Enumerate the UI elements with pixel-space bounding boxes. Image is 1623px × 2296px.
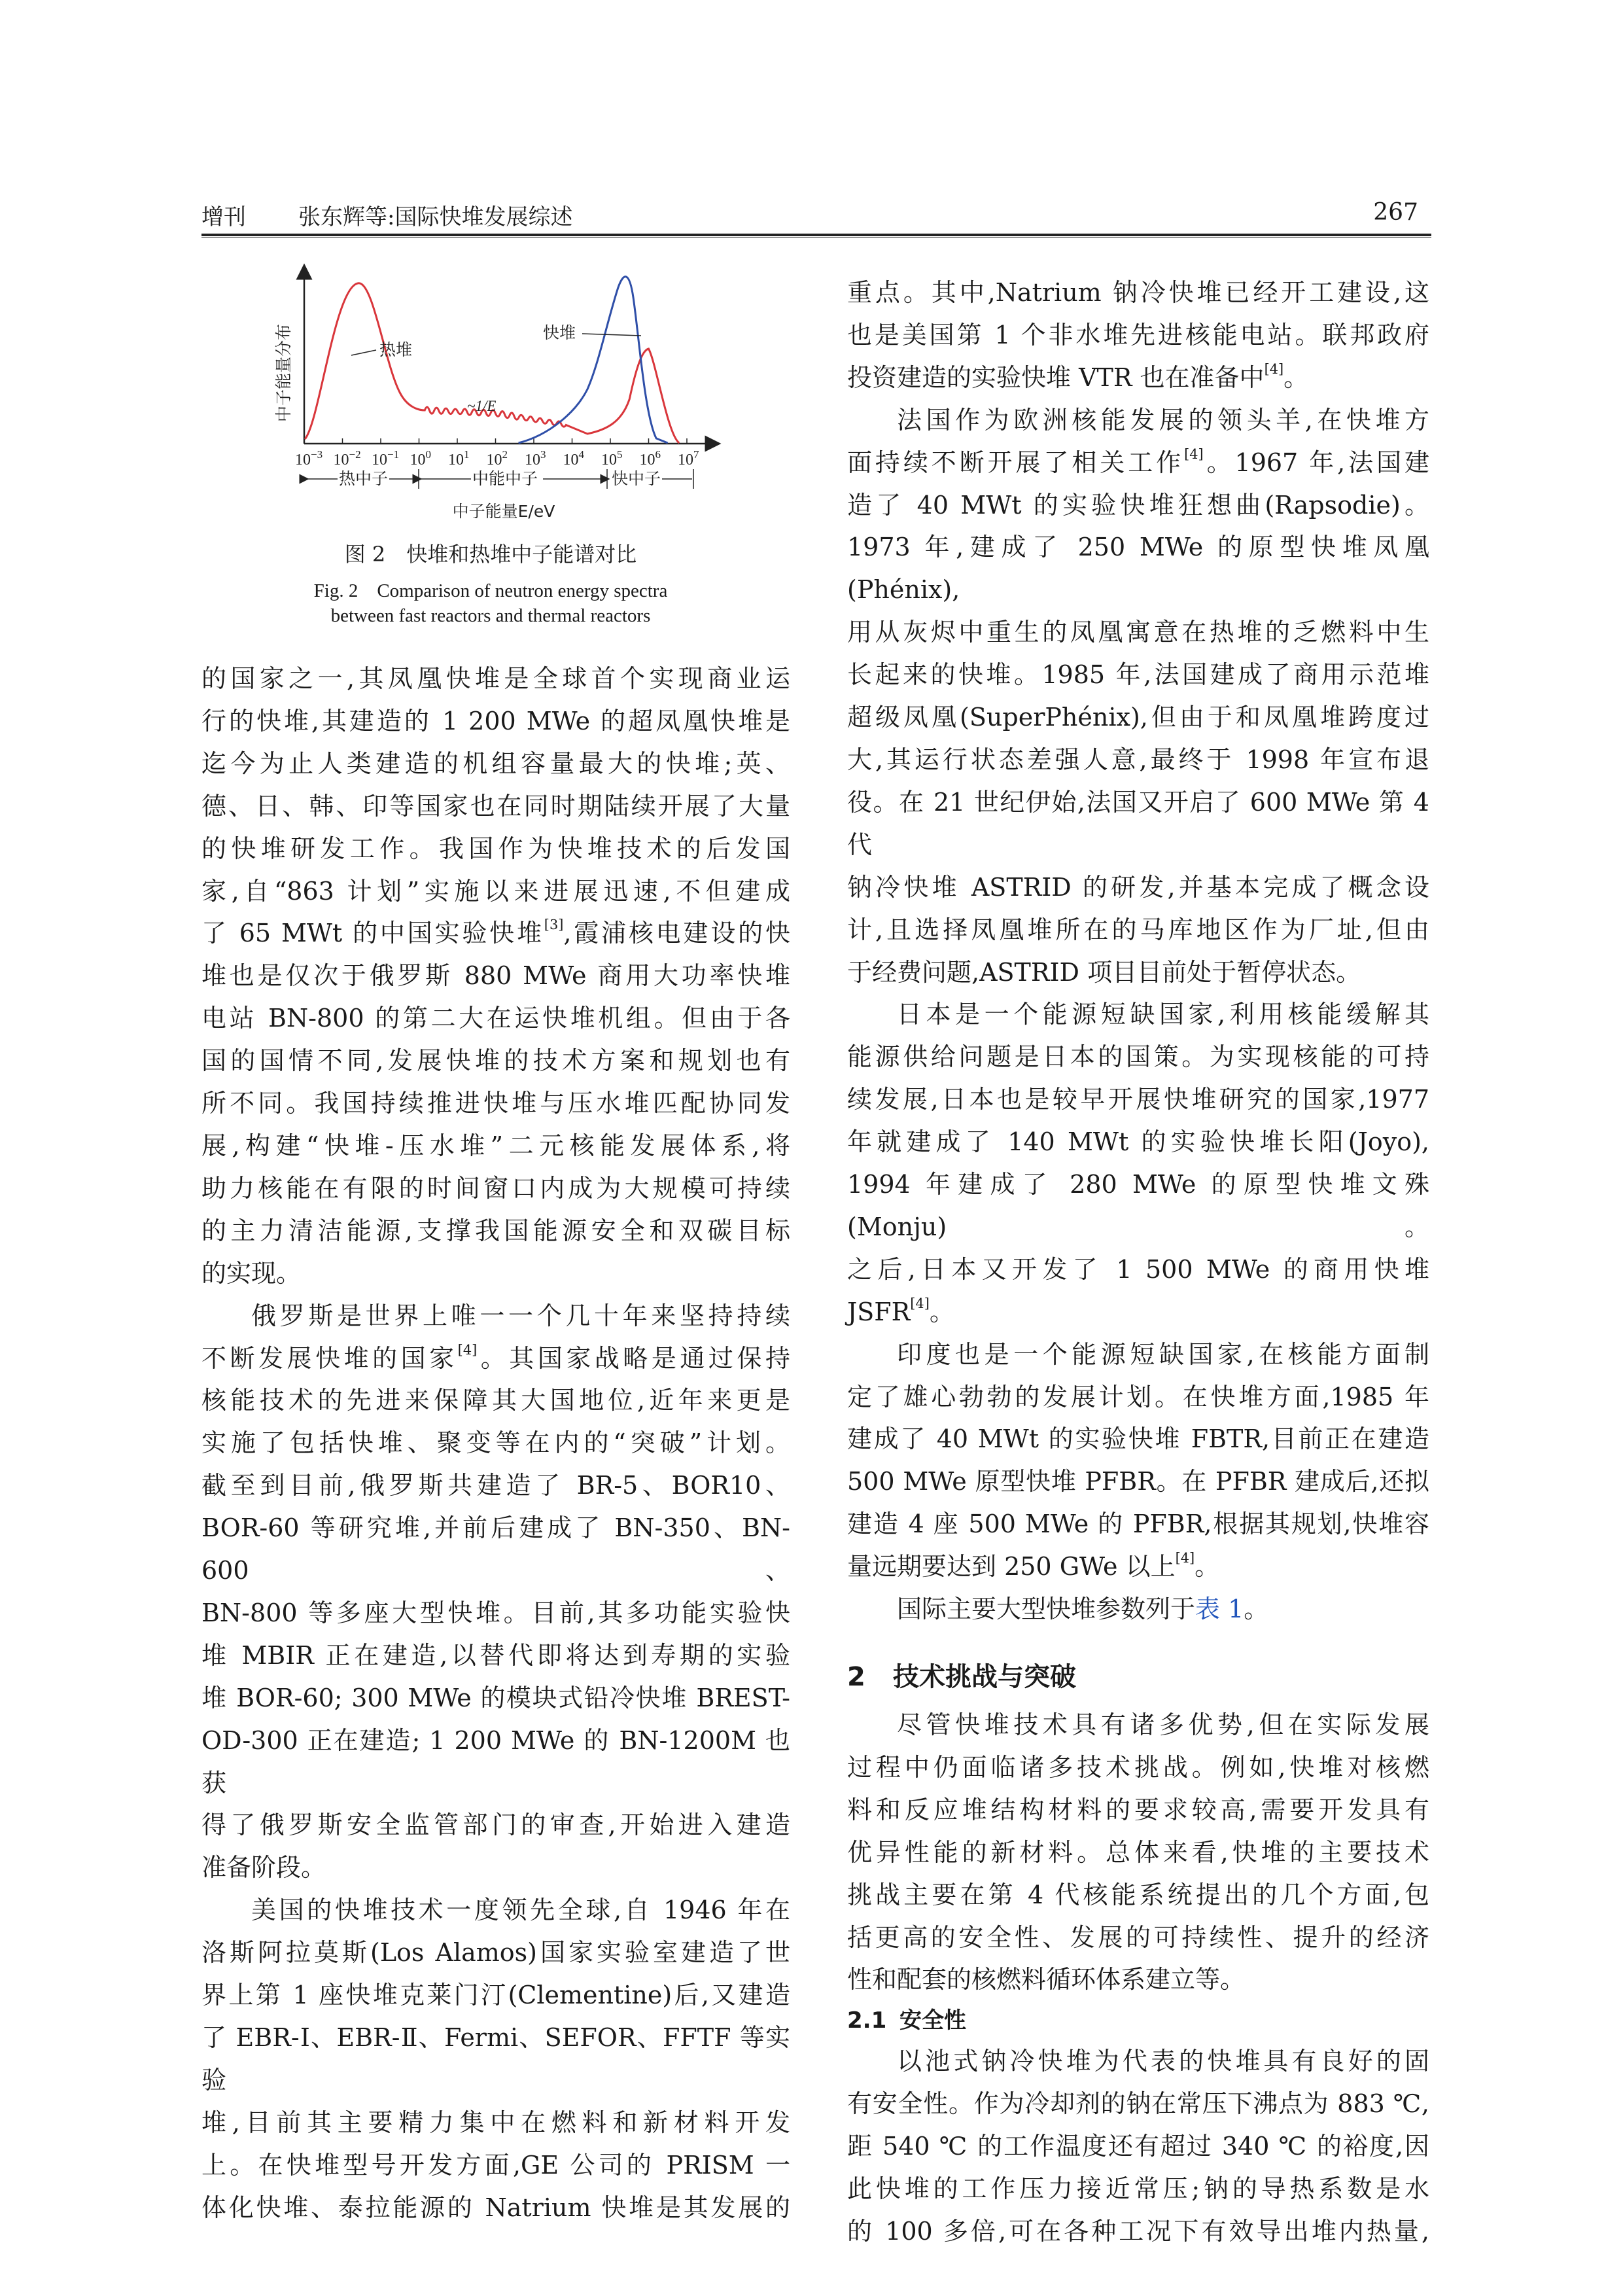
text-line: 准备阶段。 (201, 1853, 326, 1882)
fast-label: 快堆 (543, 323, 576, 342)
region-thermal-label: 热中子 (339, 469, 389, 488)
text-line: 了 65 MWt 的中国实验快堆 (201, 919, 544, 948)
tick-labels (295, 448, 699, 468)
section-title: 技术挑战与突破 (893, 1662, 1076, 1692)
text-line: 挑战主要在第 4 代核能系统提出的几个方面,包 (847, 1880, 1429, 1909)
section-heading-2 (847, 1650, 1429, 1704)
text-line: 堆 MBIR 正在建造,以替代即将达到寿期的实验 (201, 1640, 790, 1670)
text-line: 投资建造的实验快堆 VTR 也在准备中 (847, 362, 1265, 392)
text-line: 堆,目前其主要精力集中在燃料和新材料开发 (201, 2108, 790, 2137)
x-tick-label: $10^3$ (525, 448, 546, 468)
region-mid (421, 469, 607, 489)
x-tick-label: $10^2$ (486, 448, 508, 468)
text-line: 核能技术的先进来保障其大国地位,近年来更是 (201, 1386, 790, 1415)
x-tick-label: $10^{-1}$ (372, 448, 400, 468)
subsection-heading-2-1 (847, 2001, 1429, 2040)
text-line: 过程中仍面临诸多技术挑战。例如,快堆对核燃 (847, 1752, 1429, 1782)
text-line: 量远期要达到 250 GWe 以上 (847, 1552, 1176, 1581)
text-line: 展,构建“快堆-压水堆”二元核能发展体系,将 (201, 1131, 790, 1160)
text-line: 重点。其中,Natrium 钠冷快堆已经开工建设,这 (847, 278, 1429, 307)
region-thermal (304, 469, 419, 489)
text-line: 计,且选择凤凰堆所在的马库地区作为厂址,但由 (847, 915, 1429, 944)
region-mid-label: 中能中子 (472, 469, 538, 488)
citation-4[interactable]: [4] (1175, 1550, 1195, 1566)
text-line: 。其国家战略是通过保持 (477, 1343, 790, 1373)
thermal-label: 热堆 (379, 340, 413, 359)
paragraph-end-line (847, 1248, 1429, 1333)
text-line: 家,自“863 计划”实施以来进展迅速,不但建成 (201, 876, 790, 906)
paragraph-india (847, 1333, 1429, 1546)
citation-4[interactable]: [4] (910, 1295, 930, 1311)
paragraph-challenges (847, 1704, 1429, 1958)
text-line: 。 (1195, 1552, 1220, 1581)
x-tick-label: $10^{-2}$ (333, 448, 361, 468)
text-line: 续发展,日本也是较早开展快堆研究的国家,1977 (847, 1085, 1429, 1114)
paragraph-end-line (847, 951, 1429, 994)
paragraph-russia (201, 1295, 790, 1847)
text-line: 。 (1283, 362, 1309, 392)
text-line: 尽管快堆技术具有诸多优势,但在实际发展 (897, 1710, 1429, 1739)
text-line: 1994 年建成了 280 MWe 的原型快堆文殊(Monju)。 (847, 1170, 1429, 1241)
text-line: 性和配套的核燃料循环体系建立等。 (847, 1965, 1246, 1994)
text-line: 的 100 多倍,可在各种工况下有效导出堆内热量, (847, 2216, 1429, 2246)
text-line: 的快堆研发工作。我国作为快堆技术的后发国 (201, 834, 790, 863)
text-line: 上。在快堆型号开发方面,GE 公司的 PRISM 一 (201, 2150, 790, 2180)
subsection-title: 安全性 (899, 2007, 966, 2034)
text-line: 国际主要大型快堆参数列于 (897, 1595, 1196, 1624)
one-over-e-label: ~1/E (467, 398, 497, 414)
running-header (201, 190, 1444, 249)
paragraph-end-line (201, 1252, 790, 1295)
x-tick-label: $10^0$ (410, 448, 431, 468)
fast-leader-line (582, 334, 641, 336)
text-line: 法国作为欧洲核能发展的领头羊,在快堆方 (897, 405, 1429, 434)
text-line: 电站 BN-800 的第二大在运快堆机组。但由于各 (201, 1004, 790, 1033)
x-tick-label: $10^{-3}$ (295, 448, 323, 468)
paragraph-usa (201, 1889, 790, 2229)
text-line: 得了俄罗斯安全监管部门的审查,开始进入建造 (201, 1810, 790, 1840)
thermal-leader-line (351, 350, 376, 355)
paragraph-japan (847, 993, 1429, 1248)
text-line: 长起来的快堆。1985 年,法国建成了商用示范堆 (847, 660, 1429, 690)
text-line: 定了雄心勃勃的发展计划。在快堆方面,1985 年 (847, 1382, 1429, 1411)
text-line: 之后,日本又开发了 1 500 MWe 的商用快堆 JSFR (847, 1254, 1429, 1326)
text-line: 大,其运行状态差强人意,最终于 1998 年宣布退 (847, 745, 1429, 774)
x-tick-label: $10^7$ (678, 448, 699, 468)
text-line: 堆也是仅次于俄罗斯 880 MWe 商用大功率快堆 (201, 961, 790, 991)
text-line: 体化快堆、泰拉能源的 Natrium 快堆是其发展的 (201, 2193, 790, 2222)
x-axis-label: 中子能量E/eV (452, 502, 555, 521)
citation-4[interactable]: [4] (1264, 361, 1284, 378)
paragraph-table-ref (847, 1588, 1429, 1631)
paragraph-end-line (847, 1545, 1429, 1588)
text-line: 料和反应堆结构材料的要求较高,需要开发具有 (847, 1795, 1429, 1824)
text-line: BN-800 等多座大型快堆。目前,其多功能实验快 (201, 1598, 790, 1627)
text-line: 超级凤凰(SuperPhénix),但由于和凤凰堆跨度过 (847, 703, 1429, 732)
text-line: 实施了包括快堆、聚变等在内的“突破”计划。 (201, 1428, 790, 1458)
figure-caption-en-1: Fig. 2 Comparison of neutron energy spectra (313, 580, 668, 601)
left-column (201, 658, 790, 2229)
paragraph-end-line (201, 1846, 790, 1889)
text-line: 的实现。 (201, 1258, 302, 1288)
paragraph-france-china (201, 658, 790, 1252)
text-line: ,霞浦核电建设的快 (563, 919, 790, 948)
citation-3[interactable]: [3] (544, 917, 564, 933)
text-line: 助力核能在有限的时间窗口内成为大规模可持续 (201, 1173, 790, 1203)
text-line: 钠冷快堆 ASTRID 的研发,并基本完成了概念设 (847, 872, 1429, 902)
text-line: 所不同。我国持续推进快堆与压水堆匹配协同发 (201, 1089, 790, 1118)
paragraph-end-line (847, 357, 1429, 399)
subsection-number: 2.1 (847, 2007, 887, 2034)
text-line: 役。在 21 世纪伊始,法国又开启了 600 MWe 第 4 代 (847, 787, 1429, 859)
x-tick-label: $10^4$ (563, 448, 584, 468)
text-line: 行的快堆,其建造的 1 200 MWe 的超凤凰快堆是 (201, 706, 790, 735)
text-line: 建成了 40 MWt 的实验快堆 FBTR,目前正在建造 (847, 1424, 1429, 1454)
text-line: 也是美国第 1 个非水堆先进核能电站。联邦政府 (847, 320, 1429, 349)
text-line: 。 (929, 1297, 954, 1326)
text-line: 迄今为止人类建造的机组容量最大的快堆;英、 (201, 749, 790, 778)
text-line: 。 (1244, 1595, 1269, 1624)
text-line: 距 540 ℃ 的工作温度还有超过 340 ℃ 的裕度,因 (847, 2132, 1429, 2161)
text-line: 用从灰烬中重生的凤凰寓意在热堆的乏燃料中生 (847, 618, 1429, 647)
text-line: 能源供给问题是日本的国策。为实现核能的可持 (847, 1042, 1429, 1072)
text-line: 印度也是一个能源短缺国家,在核能方面制 (897, 1339, 1429, 1369)
text-line: BOR-60 等研究堆,并前后建成了 BN-350、BN-600、 (201, 1513, 790, 1585)
paragraph-france (847, 399, 1429, 951)
text-line: 优异性能的新材料。总体来看,快堆的主要技术 (847, 1837, 1429, 1867)
running-title: 张东辉等:国际快堆发展综述 (298, 204, 573, 230)
text-line: 俄罗斯是世界上唯一一个几十年来坚持持续 (251, 1301, 790, 1330)
right-column (847, 272, 1429, 2253)
header-rule (201, 234, 1431, 236)
text-line: 美国的快堆技术一度领先全球,自 1946 年在 (251, 1896, 790, 1925)
journal-section: 增刊 (201, 204, 246, 230)
text-line: 建造 4 座 500 MWe 的 PFBR,根据其规划,快堆容 (847, 1510, 1429, 1539)
text-line: 截至到目前,俄罗斯共建造了 BR-5、BOR10、 (201, 1471, 790, 1500)
text-line: 1973 年,建成了 250 MWe 的原型快堆凤凰(Phénix), (847, 533, 1429, 605)
figure-caption-zh: 图 2 快堆和热堆中子能谱对比 (344, 542, 637, 567)
text-line: 500 MWe 原型快堆 PFBR。在 PFBR 建成后,还拟 (847, 1467, 1429, 1496)
text-line: 了 EBR-Ⅰ、EBR-Ⅱ、Fermi、SEFOR、FFTF 等实验 (201, 2023, 790, 2094)
text-line: 界上第 1 座快堆克莱门汀(Clementine)后,又建造 (201, 1981, 790, 2010)
text-line: 洛斯阿拉莫斯(Los Alamos)国家实验室建造了世 (201, 1938, 790, 1968)
text-line: 德、日、韩、印等国家也在同时期陆续开展了大量 (201, 791, 790, 821)
text-line: 有安全性。作为冷却剂的钠在常压下沸点为 883 ℃, (847, 2089, 1429, 2119)
figure-caption-en-2: between fast reactors and thermal reactors (330, 605, 651, 626)
text-line: 国的国情不同,发展快堆的技术方案和规划也有 (201, 1046, 790, 1076)
x-tick-label: $10^6$ (639, 448, 661, 468)
text-line: OD-300 正在建造; 1 200 MWe 的 BN-1200M 也获 (201, 1725, 790, 1797)
text-line: 于经费问题,ASTRID 项目目前处于暂停状态。 (847, 957, 1361, 987)
text-line: 日本是一个能源短缺国家,利用核能缓解其 (897, 1000, 1429, 1029)
text-line: 以池式钠冷快堆为代表的快堆具有良好的固 (897, 2047, 1429, 2076)
citation-4[interactable]: [4] (457, 1341, 478, 1358)
text-line: 。1967 年,法国建 (1203, 448, 1429, 477)
text-line: 的国家之一,其凤凰快堆是全球首个实现商业运 (201, 664, 790, 693)
citation-4[interactable]: [4] (1184, 446, 1204, 462)
text-line: 造了 40 MWt 的实验快堆狂想曲(Rapsodie)。 (847, 490, 1429, 520)
text-line: 括更高的安全性、发展的可持续性、提升的经济 (847, 1922, 1429, 1952)
text-line: 堆 BOR-60; 300 MWe 的模块式铅冷快堆 BREST- (201, 1683, 790, 1712)
paragraph-safety (847, 2040, 1429, 2253)
text-line: 面持续不断开展了相关工作 (847, 448, 1185, 477)
region-fast (612, 469, 693, 489)
x-tick-label: $10^1$ (448, 448, 470, 468)
text-line: 年就建成了 140 MWt 的实验快堆长阳(Joyo), (847, 1127, 1429, 1157)
thermal-spectrum-curve (305, 283, 679, 443)
text-line: 的主力清洁能源,支撑我国能源安全和双碳目标 (201, 1216, 790, 1245)
section-number: 2 (847, 1662, 865, 1692)
y-axis-label: 中子能量分布 (274, 323, 293, 423)
x-tick-label: $10^5$ (601, 448, 623, 468)
table-1-link[interactable]: 表 1 (1195, 1595, 1244, 1624)
region-fast-label: 快中子 (612, 469, 661, 488)
text-line: 此快堆的工作压力接近常压;钠的导热系数是水 (847, 2174, 1429, 2204)
text-line: 不断发展快堆的国家 (201, 1343, 458, 1373)
paragraph-usa-cont (847, 272, 1429, 357)
page-number: 267 (1373, 199, 1418, 226)
paragraph-end-line (847, 1958, 1429, 2001)
